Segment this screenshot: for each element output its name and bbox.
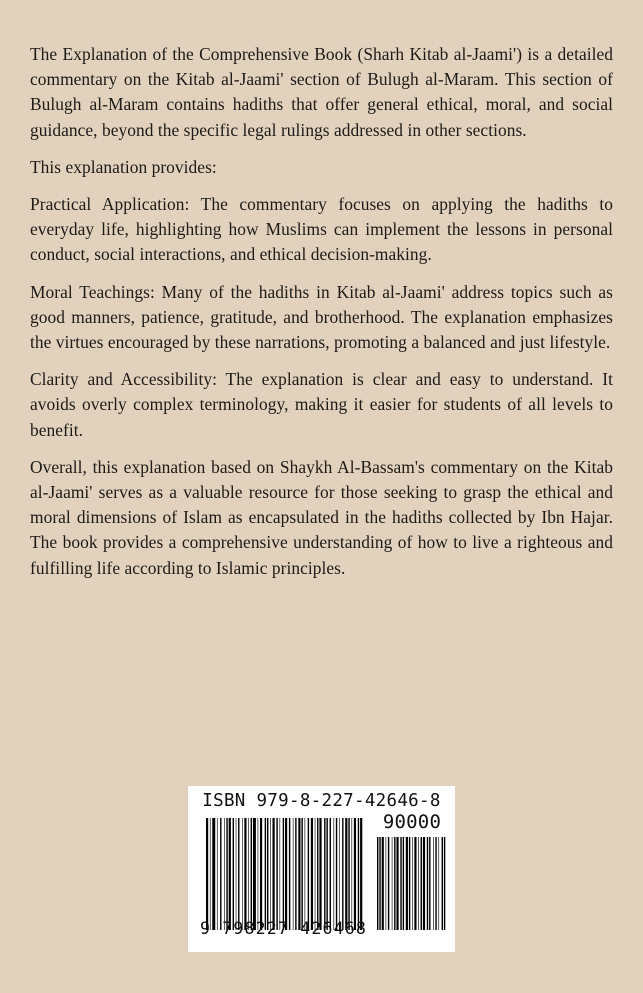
ean13-barcode-symbol [206,818,364,930]
ean13-bars-graphic [206,818,364,930]
blurb-paragraph-1: The Explanation of the Comprehensive Book (Sharh Kitab al-Jaami') is a detailed commentary on the Kitab al-Jaami' section of Bulugh al-Maram. This section of Bulugh al-Maram contains hadiths that offer general ethical, moral, and social guidance, beyond the specific legal rulings addressed in other sections. [30,44,613,140]
isbn-number-label: ISBN 979-8-227-42646-8 [202,791,441,811]
blurb-paragraph-4: Moral Teachings: Many of the hadiths in Kitab al-Jaami' address topics such as good manners, patience, gratitude, and brotherhood. The explanation emphasizes the virtues encouraged by these narrations, promoting a balanced and just lifestyle. [30,281,613,353]
price-addon-bars-graphic [377,837,447,930]
blurb-paragraph-3: Practical Application: The commentary focuses on applying the hadiths to everyday life, highlighting how Muslims can implement the lessons in personal conduct, social interactions, and ethical decision-making. [30,194,613,265]
blurb-paragraph-2: This explanation provides: [30,156,217,177]
blurb-paragraph-5: Clarity and Accessibility: The explanation is clear and easy to understand. It avoids overly complex terminology, making it easier for students of all levels to benefit. [30,369,613,440]
price-addon-label: 90000 [382,811,442,833]
blurb-paragraph-6: Overall, this explanation based on Shaykh Al-Bassam's commentary on the Kitab al-Jaami' serves as a valuable resource for those seeking to grasp the ethical and moral dimensions of Islam as encapsulated in the hadiths collected by Ibn Hajar. The book provides a comprehensive understanding of how to live a righteous and fulfilling life according to Islamic principles. [30,456,613,578]
price-addon-barcode-symbol [377,837,447,930]
back-cover-blurb [30,42,613,581]
isbn-barcode-block [188,786,455,952]
barcode-human-readable-digits: 9 798227 426468 [200,919,368,938]
